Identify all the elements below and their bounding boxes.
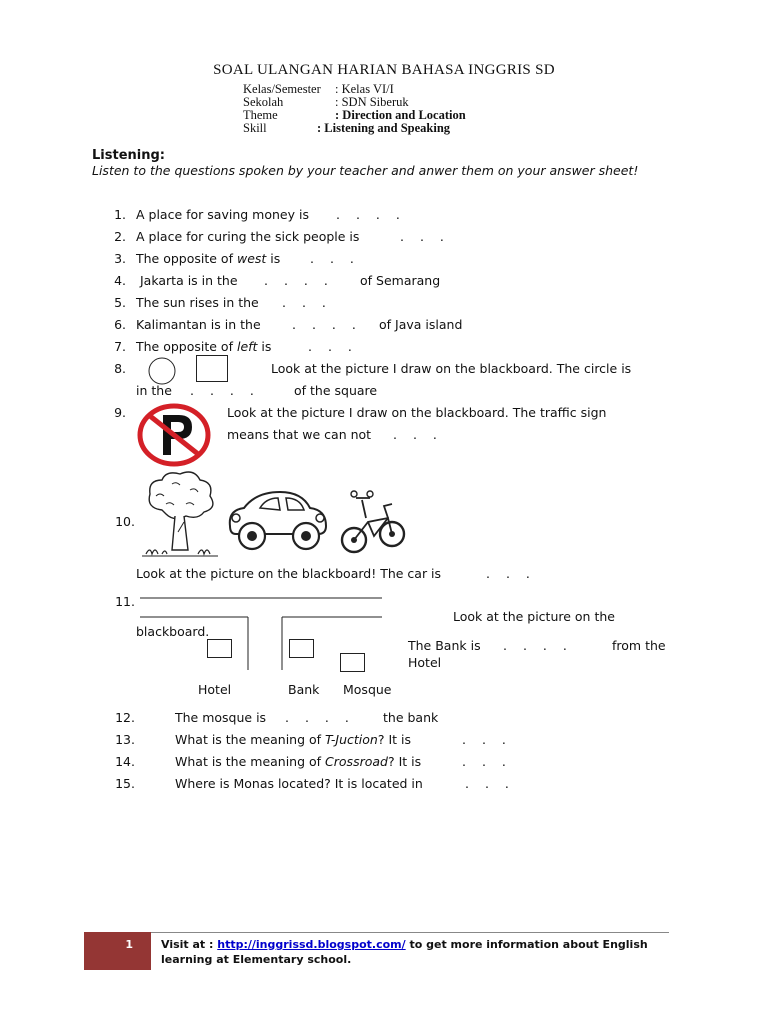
question-number: 3.	[114, 251, 126, 266]
meta-label-class: Kelas/Semester	[243, 82, 321, 96]
hotel-box	[208, 640, 232, 658]
question-text: Look at the picture on the	[453, 609, 615, 624]
question-text: A place for saving money is	[136, 207, 309, 222]
question-text: in the	[136, 383, 172, 398]
question-number: 12.	[115, 710, 135, 725]
answer-blank: . . . .	[264, 273, 334, 288]
answer-blank: . . .	[400, 229, 450, 244]
question-number: 2.	[114, 229, 126, 244]
footer-text	[161, 937, 661, 967]
bank-box	[290, 640, 314, 658]
question-text-after: of the square	[294, 383, 378, 398]
footer-blog-link[interactable]: http://inggrissd.blogspot.com/	[217, 938, 406, 951]
question-text-after: of Java island	[379, 317, 463, 332]
mosque-box	[341, 654, 365, 672]
question-text: Where is Monas located? It is located in	[175, 776, 423, 791]
map-label-bank: Bank	[288, 682, 320, 697]
meta-value-school: : SDN Siberuk	[335, 95, 409, 109]
question-text: Look at the picture I draw on the blackboard. The circle is	[271, 361, 632, 376]
question-text: means that we can not	[227, 427, 372, 442]
question-text-after: of Semarang	[360, 273, 441, 288]
question-text: Look at the picture I draw on the blackboard. The traffic sign	[227, 405, 607, 420]
question-text: The opposite of west is	[136, 251, 281, 266]
answer-blank: . . . .	[336, 207, 406, 222]
question-number: 5.	[114, 295, 126, 310]
question-text: The Bank is	[408, 638, 481, 653]
answer-blank: . . . .	[503, 638, 573, 653]
question-text: Look at the picture on the blackboard! The car is	[136, 566, 442, 581]
question-text: blackboard.	[136, 624, 210, 639]
question-text: A place for curing the sick people is	[136, 229, 360, 244]
footer-rest-text: to get more information about English learning at Elementary school.	[161, 938, 648, 966]
meta-label-theme: Theme	[243, 108, 278, 122]
answer-blank: . . .	[310, 251, 360, 266]
answer-blank: . . . .	[190, 383, 260, 398]
footer-divider	[151, 932, 669, 933]
page-number: 1	[125, 938, 133, 951]
no-parking-sign-icon	[137, 403, 211, 467]
answer-blank: . . .	[308, 339, 358, 354]
page-title: SOAL ULANGAN HARIAN BAHASA INGGRIS SD	[213, 62, 555, 78]
answer-blank: . . .	[462, 754, 512, 769]
listening-instruction: Listen to the questions spoken by your teacher and anwer them on your answer sheet!	[92, 163, 639, 178]
answer-blank: . . .	[486, 566, 536, 581]
meta-label-school: Sekolah	[243, 95, 284, 109]
question-number: 10.	[115, 514, 135, 529]
question-number: 1.	[114, 207, 126, 222]
tree-icon	[142, 470, 218, 560]
answer-blank: . . .	[462, 732, 512, 747]
answer-blank: . . .	[393, 427, 443, 442]
question-number: 11.	[115, 594, 135, 609]
meta-value-skill: : Listening and Speaking	[317, 121, 451, 135]
meta-label-skill: Skill	[243, 121, 267, 135]
question-text: What is the meaning of Crossroad? It is	[175, 754, 422, 769]
car-icon	[222, 488, 332, 552]
question-text: The opposite of left is	[136, 339, 272, 354]
question-text: Kalimantan is in the	[136, 317, 261, 332]
question-text: Jakarta is in the	[140, 273, 238, 288]
footer-visit-label: Visit at :	[161, 938, 218, 951]
square-shape	[196, 355, 229, 383]
circle-shape	[146, 357, 178, 385]
question-number: 7.	[114, 339, 126, 354]
footer-page-number-box	[84, 932, 151, 970]
street-map-diagram	[140, 596, 386, 672]
bicycle-icon	[340, 488, 406, 556]
map-label-mosque: Mosque	[343, 682, 392, 697]
question-number: 15.	[115, 776, 135, 791]
listening-heading: Listening:	[92, 148, 165, 163]
question-number: 6.	[114, 317, 126, 332]
question-number: 9.	[114, 405, 126, 420]
question-text-after: Hotel	[408, 655, 442, 670]
question-number: 14.	[115, 754, 135, 769]
meta-value-theme: : Direction and Location	[335, 108, 466, 122]
question-text: The mosque is	[175, 710, 267, 725]
map-label-hotel: Hotel	[198, 682, 232, 697]
question-number: 13.	[115, 732, 135, 747]
answer-blank: . . .	[282, 295, 332, 310]
answer-blank: . . . .	[285, 710, 355, 725]
question-number: 8.	[114, 361, 126, 376]
answer-blank: . . . .	[292, 317, 362, 332]
answer-blank: . . .	[465, 776, 515, 791]
question-text: The sun rises in the	[136, 295, 259, 310]
question-text-after: the bank	[383, 710, 439, 725]
question-text: What is the meaning of T-Juction? It is	[175, 732, 411, 747]
question-text-after: from the	[612, 638, 666, 653]
meta-value-class: : Kelas VI/I	[335, 82, 394, 96]
question-number: 4.	[114, 273, 126, 288]
